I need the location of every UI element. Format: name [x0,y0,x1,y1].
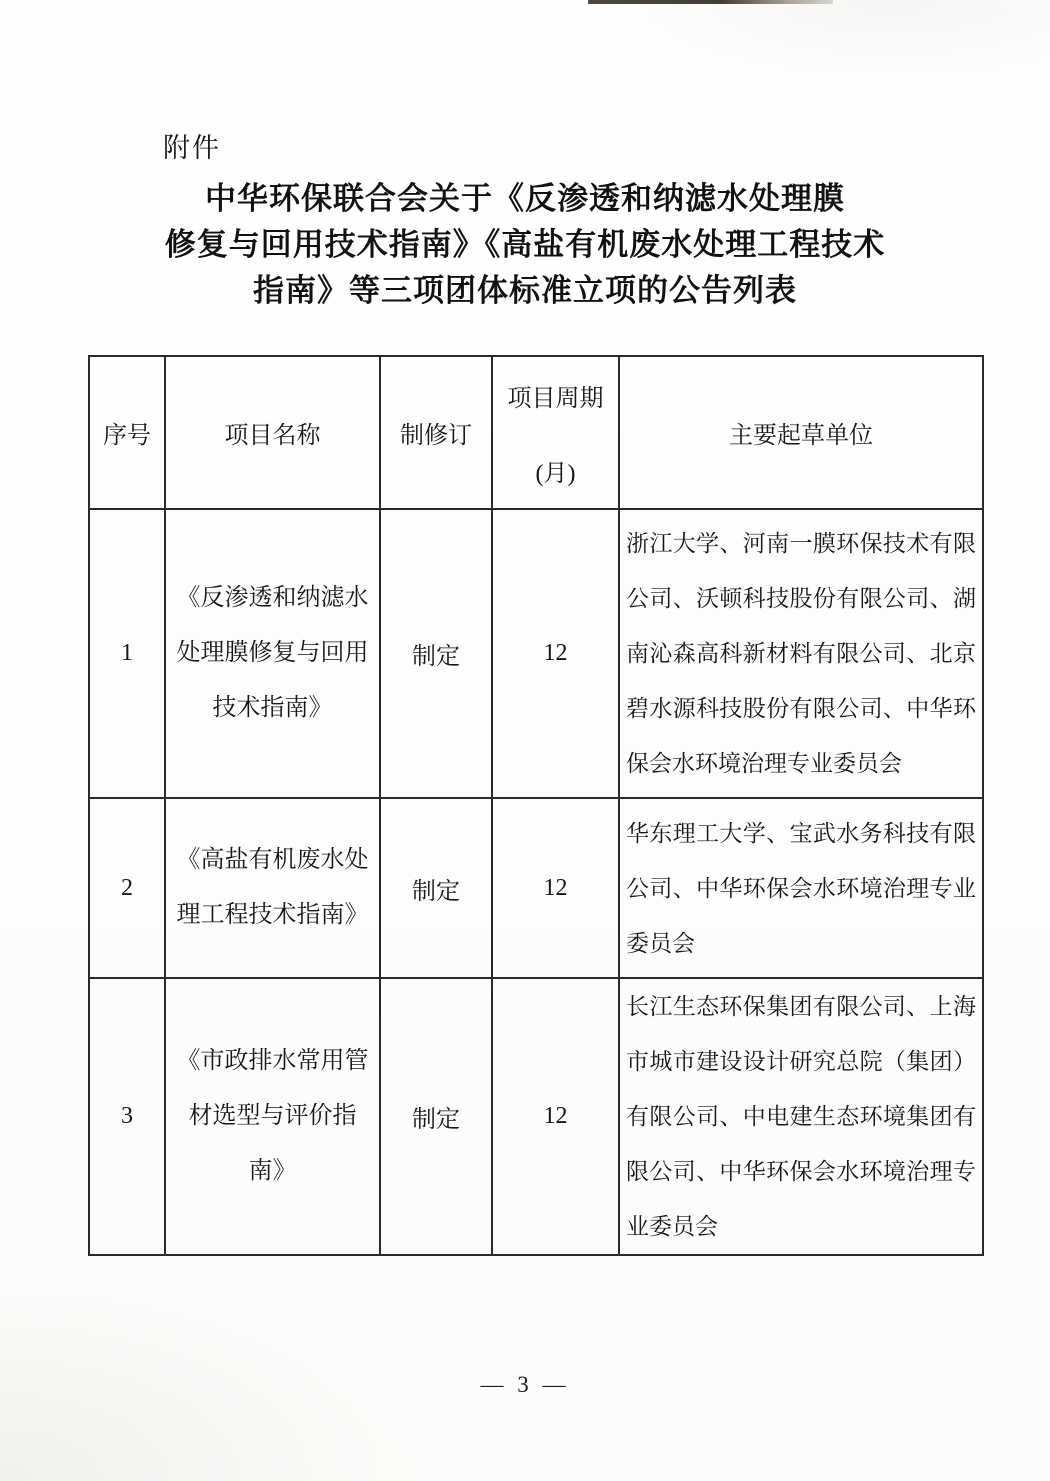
drafting-units: 华东理工大学、宝武水务科技有限公司、中华环保会水环境治理专业委员会 [619,798,983,978]
project-period: 12 [492,978,619,1255]
document-title [0,176,1050,314]
header-period-line1: 项目周期 [507,385,604,412]
table-row [89,509,983,798]
row-index: 2 [89,798,165,978]
header-revision-type: 制修订 [380,356,492,509]
project-period: 12 [492,798,619,978]
header-drafting-units: 主要起草单位 [619,356,983,509]
table-row [89,798,983,978]
table-row [89,978,983,1255]
title-line-2: 修复与回用技术指南》《高盐有机废水处理工程技术 [164,227,886,262]
revision-type: 制定 [380,509,492,798]
header-project-name: 项目名称 [165,356,380,509]
project-period: 12 [492,509,619,798]
row-index: 3 [89,978,165,1255]
header-period-lines [493,378,618,488]
project-name: 《反渗透和纳滤水处理膜修复与回用技术指南》 [165,509,380,798]
attachment-label: 附件 [163,133,221,163]
project-name: 《高盐有机废水处理工程技术指南》 [165,798,380,978]
standards-table [88,355,984,1256]
revision-type: 制定 [380,978,492,1255]
revision-type: 制定 [380,798,492,978]
row-index: 1 [89,509,165,798]
title-line-3: 指南》等三项团体标准立项的公告列表 [253,273,797,308]
project-name: 《市政排水常用管材选型与评价指南》 [165,978,380,1255]
drafting-units: 长江生态环保集团有限公司、上海市城市建设设计研究总院（集团）有限公司、中电建生态环境集团有限公司、中华环保会水环境治理专业委员会 [619,978,983,1255]
header-period-line2: (月) [535,460,576,487]
table-header-row [89,356,983,509]
drafting-units: 浙江大学、河南一膜环保技术有限公司、沃顿科技股份有限公司、湖南沁森高科新材料有限公司、北京碧水源科技股份有限公司、中华环保会水环境治理专业委员会 [619,509,983,798]
header-project-period [492,356,619,509]
title-line-1: 中华环保联合会关于《反渗透和纳滤水处理膜 [205,181,845,216]
scan-artifact-bar [588,0,833,4]
page-number: — 3 — [480,1372,570,1397]
header-index: 序号 [89,356,165,509]
